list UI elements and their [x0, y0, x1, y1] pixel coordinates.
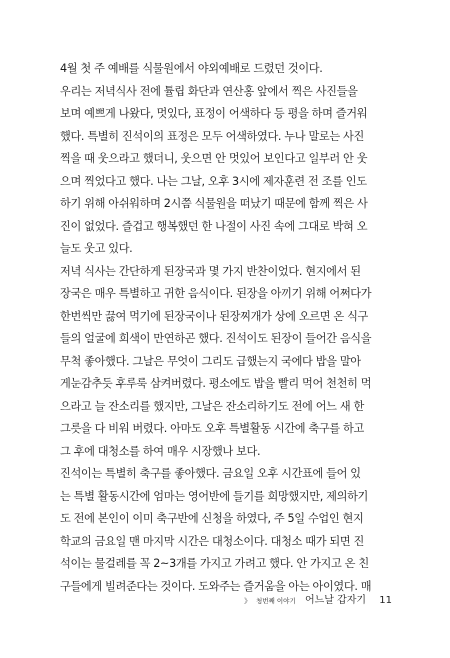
- paragraph: [60, 58, 390, 81]
- paragraph: [60, 81, 390, 261]
- text-line: 진이 없었다. 즐겁고 행복했던 한 나절이 사진 속에 그대로 박혀 오: [60, 219, 368, 233]
- text-line: 하기 위해 아쉬워하며 2시쯤 식물원을 떠났기 때문에 함께 찍은 사: [60, 197, 368, 210]
- text-line: 보며 예쁘게 나왔다, 멋있다, 표정이 어색하다 등 평을 하며 즐거워: [60, 107, 368, 120]
- text-line: 장국은 매우 특별하고 귀한 음식이다. 된장을 아끼기 위해 어쩌다가: [60, 287, 372, 300]
- text-line: 는 특별 활동시간에 엄마는 영어반에 들기를 희망했지만, 제의하기: [60, 489, 368, 503]
- text-line: 저녁 식사는 간단하게 된장국과 몇 가지 반찬이었다. 현지에서 된: [60, 264, 361, 278]
- book-part-label: 청번째 이야기: [256, 597, 296, 605]
- text-line: 학교의 금요일 맨 마지막 시간은 대청소이다. 대청소 때가 되면 진: [60, 534, 364, 548]
- text-line: 무척 좋아했다. 그날은 무엇이 그리도 급했는지 국에다 밥을 말아: [60, 354, 361, 368]
- text-line: 도 전에 본인이 이미 축구반에 신청을 하였다, 주 5일 수업인 현지: [60, 512, 364, 525]
- text-line: 우리는 저녁식사 전에 튤립 화단과 연산홍 앞에서 찍은 사진들을: [60, 84, 358, 98]
- text-line: 한번씩만 끓여 먹기에 된장국이나 된장찌개가 상에 오르면 온 식구: [60, 309, 368, 323]
- paragraph: [60, 463, 390, 598]
- text-line: 했다. 특별히 진석이의 표정은 모두 어색하였다. 누나 말로는 사진: [60, 129, 364, 143]
- text-line: 그 후에 대청소를 하여 매우 시장했나 보다.: [60, 444, 261, 458]
- text-line: 4월 첫 주 예배를 식물원에서 야외예배로 드렸던 것이다.: [60, 62, 323, 75]
- paragraph: [60, 261, 390, 464]
- text-line: 진석이는 특별히 축구를 좋아했다. 금요일 오후 시간표에 들어 있: [60, 467, 361, 480]
- text-line: 으며 찍었다고 했다. 나는 그날, 오후 3시에 제자훈련 전 조를 인도: [60, 174, 367, 188]
- chapter-title: 어느날 갑자기: [304, 595, 367, 606]
- text-line: 구들에게 빌려준다는 것이다. 도와주는 즐거움을 아는 아이였다. 매: [60, 579, 372, 593]
- chevron-right-icon: 》: [244, 597, 251, 605]
- text-line: 게눈감추듯 후루룩 삼켜버렸다. 평소에도 밥을 빨리 먹어 천천히 먹: [60, 377, 372, 390]
- text-line: 으라고 늘 잔소리를 했지만, 그날은 잔소리하기도 전에 어느 새 한: [60, 399, 364, 413]
- page-footer: [244, 591, 392, 606]
- text-line: 그릇을 다 비워 버렸다. 아마도 오후 특별활동 시간에 축구를 하고: [60, 422, 364, 435]
- text-line: 들의 얼굴에 희색이 만연하곤 했다. 진석이도 된장이 들어간 음식을: [60, 332, 372, 345]
- text-line: 늘도 웃고 있다.: [60, 242, 133, 255]
- page-number: 11: [379, 595, 392, 606]
- body-text: [60, 58, 390, 598]
- text-line: 석이는 물걸레를 꼭 2~3개를 가지고 가려고 했다. 안 가지고 온 친: [60, 557, 369, 570]
- text-line: 찍을 때 웃으라고 했더니, 웃으면 안 멋있어 보인다고 일부러 안 웃: [60, 152, 368, 165]
